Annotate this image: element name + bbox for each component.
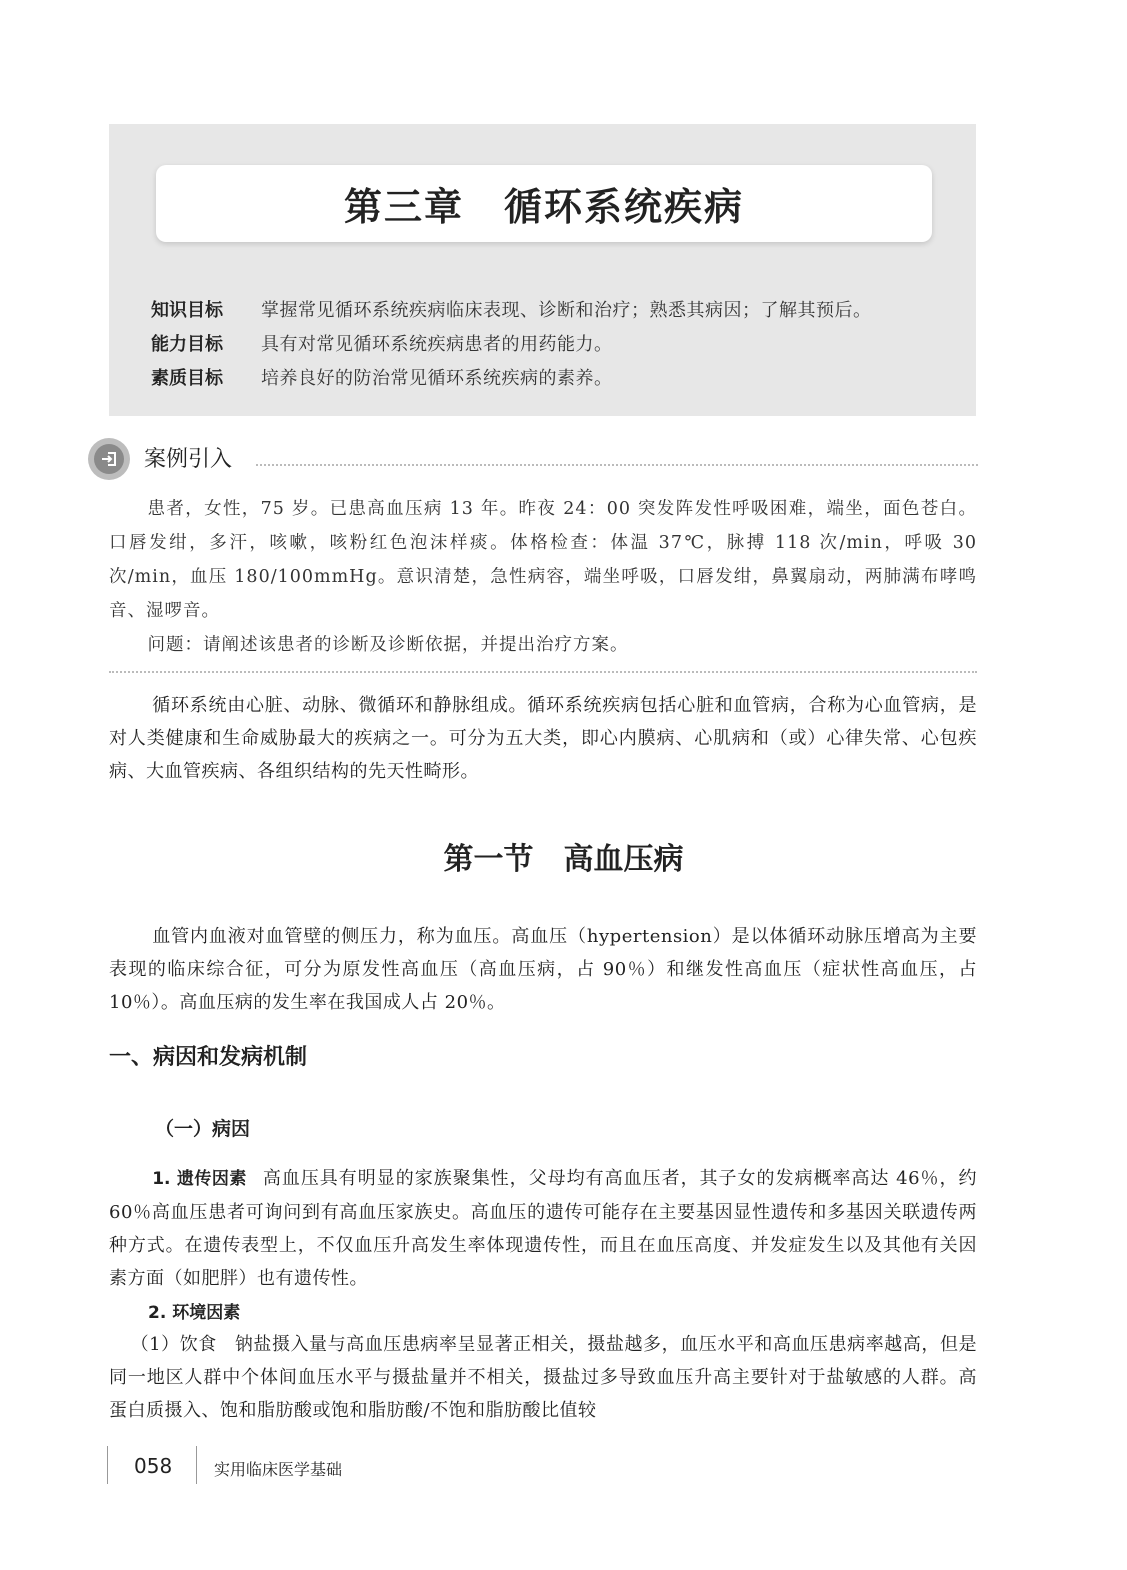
section-title: 第一节 高血压病	[443, 842, 684, 877]
book-title: 实用临床医学基础	[214, 1460, 343, 1479]
case-intro-title: 案例引入	[144, 447, 233, 472]
genetic-factors-text: 高血压具有明显的家族聚集性，父母均有高血压者，其子女的发病概率高达 46％，约 60％高血压患者可询问到有高血压家族史。高血压的遗传可能存在主要基因显性遗传和多基因关联遗传两种方式。在遗传表型上，不仅血压升高发生率体现遗传性，而且在血压高度、并发症发生以及其他有关因素方面（如肥胖）也有遗传性。	[109, 1168, 977, 1289]
objective-text: 掌握常见循环系统疾病临床表现、诊断和治疗；熟悉其病因；了解其预后。	[261, 300, 872, 321]
environment-factors-label: 2. 环境因素	[148, 1303, 241, 1323]
definition-paragraph: 血管内血液对血管壁的侧压力，称为血压。高血压（hypertension）是以体循环动脉压增高为主要表现的临床综合征，可分为原发性高血压（高血压病，占 90％）和继发性高血压（症状性高血压，占 10％）。高血压病的发生率在我国成人占 20％。	[109, 926, 977, 1013]
objective-quality	[151, 360, 872, 394]
heading-etiology: （一）病因	[155, 1118, 251, 1140]
chapter-title-card	[156, 165, 932, 242]
genetic-factors-paragraph	[109, 1162, 977, 1295]
case-question: 问题：请阐述该患者的诊断及诊断依据，并提出治疗方案。	[147, 635, 629, 655]
diet-label: （1）饮食	[130, 1334, 217, 1355]
diet-paragraph	[109, 1328, 977, 1427]
objective-knowledge	[151, 292, 872, 326]
objective-text: 培养良好的防治常见循环系统疾病的素养。	[261, 368, 613, 389]
dotted-divider	[109, 671, 977, 673]
objective-text: 具有对常见循环系统疾病患者的用药能力。	[261, 334, 613, 355]
arrow-into-box-icon	[88, 438, 130, 480]
objective-label: 素质目标	[151, 368, 223, 389]
case-body	[109, 492, 977, 662]
diet-text: 钠盐摄入量与高血压患病率呈显著正相关，摄盐越多，血压水平和高血压患病率越高，但是同一地区人群中个体间血压水平与摄盐量并不相关，摄盐过多导致血压升高主要针对于盐敏感的人群。高蛋白质摄入、饱和脂肪酸或饱和脂肪酸/不饱和脂肪酸比值较	[109, 1334, 977, 1421]
objective-label: 知识目标	[151, 300, 223, 321]
objective-ability	[151, 326, 872, 360]
learning-objectives	[151, 292, 872, 394]
chapter-title: 第三章 循环系统疾病	[343, 185, 744, 229]
objective-label: 能力目标	[151, 334, 223, 355]
dotted-divider	[256, 464, 978, 466]
chapter-header-box	[109, 124, 976, 416]
heading-etiology-pathogenesis: 一、病因和发病机制	[109, 1045, 308, 1070]
case-intro-header	[88, 438, 978, 482]
genetic-factors-label: 1. 遗传因素	[152, 1169, 247, 1189]
footer-divider	[196, 1446, 197, 1484]
footer-divider	[107, 1446, 108, 1484]
case-description: 患者，女性，75 岁。已患高血压病 13 年。昨夜 24：00 突发阵发性呼吸困难，端坐，面色苍白。口唇发绀，多汗，咳嗽，咳粉红色泡沫样痰。体格检查：体温 37℃，脉搏 118 次/min，呼吸 30 次/min，血压 180/100mmHg。意识清楚，急性病容，端坐呼吸，口唇发绀，鼻翼扇动，两肺满布哮鸣音、湿啰音。	[109, 499, 977, 621]
page-number: 058	[134, 1454, 173, 1478]
intro-paragraph: 循环系统由心脏、动脉、微循环和静脉组成。循环系统疾病包括心脏和血管病，合称为心血管病，是对人类健康和生命威胁最大的疾病之一。可分为五大类，即心内膜病、心肌病和（或）心律失常、心包疾病、大血管疾病、各组织结构的先天性畸形。	[109, 695, 977, 782]
